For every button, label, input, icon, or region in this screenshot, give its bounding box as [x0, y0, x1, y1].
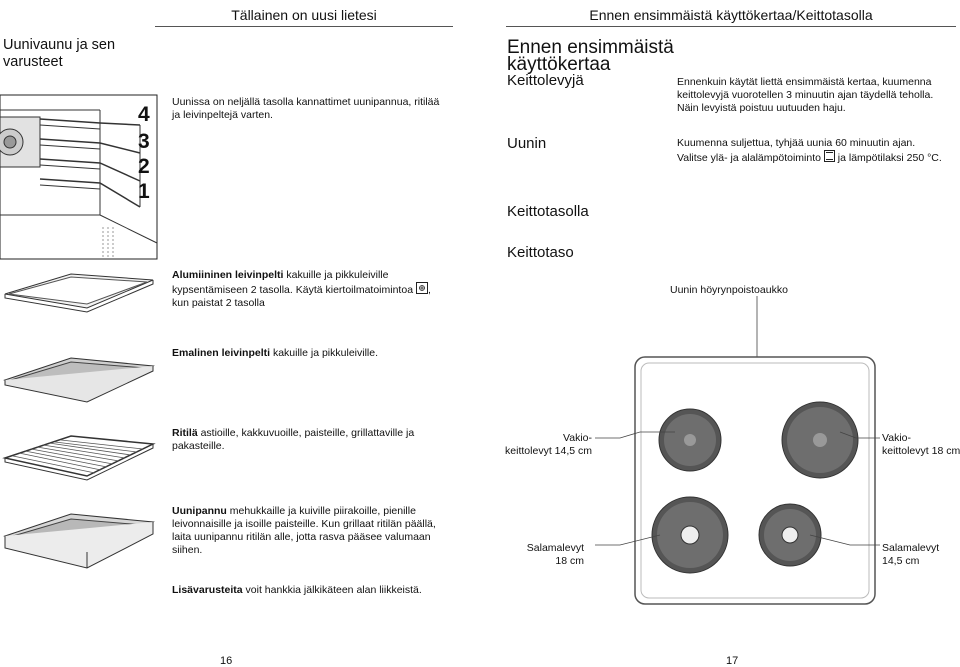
roasting-pan-illustration [3, 510, 155, 575]
cooktop-label: Keittotaso [507, 244, 574, 261]
level-label-4: 4 [138, 103, 150, 126]
label-standard-18: Vakio- keittolevyt 18 cm [882, 432, 960, 457]
left-header-rule [155, 26, 453, 27]
level-label-1: 1 [138, 180, 150, 203]
level-label-2: 2 [138, 155, 150, 178]
hotplates-label: Keittolevyjä [507, 72, 584, 89]
section-title-oven-rack: Uunivaunu ja sen varusteet [3, 37, 116, 70]
level-label-3: 3 [138, 130, 150, 153]
enamel-baking-tray-illustration [3, 352, 155, 407]
accessories-text: Lisävarusteita voit hankkia jälkikäteen alan liikkeistä. [172, 584, 422, 596]
hotplate-standard-14-5 [659, 409, 721, 471]
enamel-tray-title: Emalinen leivinpelti [172, 347, 271, 359]
label-rapid-18: Salamalevyt 18 cm [526, 542, 584, 567]
cooktop-diagram [500, 340, 960, 610]
hotplate-standard-18 [782, 402, 858, 478]
hotplate-rapid-18 [652, 497, 728, 573]
aluminium-tray-text: Alumiininen leivinpelti kakuille ja pikkuleiville kypsentämiseen 2 tasolla. Käytä kiertoilmatoimintoa , kun paistat 2 tasolla [172, 269, 431, 309]
section-title-on-cooktop: Keittotasolla [507, 203, 589, 220]
page-number-right: 17 [726, 655, 739, 667]
enamel-tray-text: Emalinen leivinpelti kakuille ja pikkuleiville. [172, 347, 378, 359]
wire-rack-title: Ritilä [172, 427, 198, 439]
oven-intro-text: Uunissa on neljällä tasolla kannattimet uunipannua, ritilää ja leivinpeltejä varten. [172, 96, 440, 121]
wire-rack-illustration [3, 432, 155, 487]
steam-vent-label: Uunin höyrynpoistoaukko [670, 284, 788, 296]
aluminium-baking-tray-illustration [3, 268, 155, 318]
oven-label: Uunin [507, 135, 547, 152]
left-page-header: Tällainen on uusi lietesi [231, 7, 377, 23]
section-title-before-first-use-2: käyttökertaa [507, 54, 611, 75]
roasting-pan-title: Uunipannu [172, 505, 227, 517]
hotplates-text: Ennenkuin käytät liettä ensimmäistä kertaa, kuumenna keittolevyjä vuorotellen 3 minuutin ajan täydellä teholla. Näin levyistä poistuu uutuuden haju. [677, 76, 934, 114]
accessories-title: Lisävarusteita [172, 584, 243, 596]
label-rapid-14-5: Salamalevyt 14,5 cm [882, 542, 940, 567]
oven-interior-illustration [0, 95, 158, 260]
top-bottom-heat-icon [824, 150, 835, 162]
page-number-left: 16 [220, 655, 233, 667]
right-header-rule [506, 26, 956, 27]
right-page-header: Ennen ensimmäistä käyttökertaa/Keittotasolla [589, 7, 873, 23]
fan-mode-icon [416, 282, 428, 294]
oven-text: Kuumenna suljettua, tyhjää uunia 60 minuutin ajan. Valitse ylä- ja alalämpötoiminto ja lämpötilaksi 250 °C. [677, 137, 942, 164]
hotplate-rapid-14-5 [759, 504, 821, 566]
wire-rack-text: Ritilä astioille, kakkuvuoille, paisteille, grillattaville ja pakasteille. [172, 427, 415, 452]
section-title-before-first-use-1: Ennen ensimmäistä [507, 37, 674, 58]
roasting-pan-text: Uunipannu mehukkaille ja kuiville piirakoille, pienille leivonnaisille ja isoille paisteille. Kun grillaat ritilän päällä, laita uunipannu ritilän alle, jotta rasva pääsee valumaan siihen. [172, 505, 436, 556]
aluminium-tray-title: Alumiininen leivinpelti [172, 269, 284, 281]
label-standard-14-5: Vakio- keittolevyt 14,5 cm [505, 432, 592, 457]
